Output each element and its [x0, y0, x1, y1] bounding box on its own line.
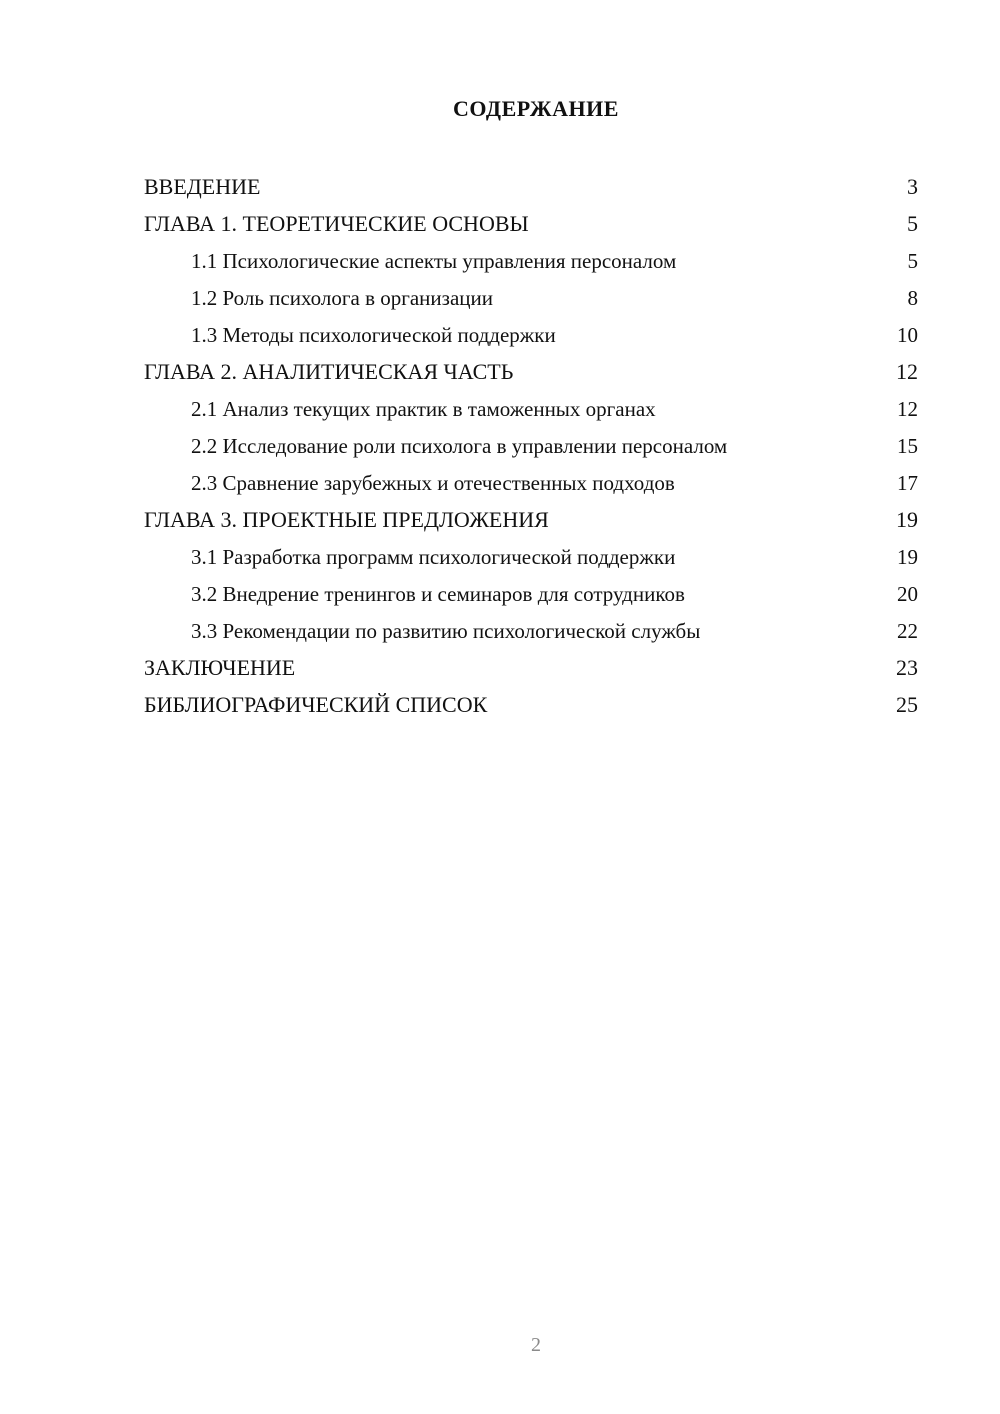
- toc-entry-label: ГЛАВА 3. ПРОЕКТНЫЕ ПРЕДЛОЖЕНИЯ: [144, 507, 549, 532]
- toc-entry-page: 5: [907, 249, 918, 273]
- toc-entry-page: 20: [897, 582, 918, 606]
- toc-entry-page: 17: [897, 471, 918, 495]
- toc-entry-label: ГЛАВА 2. АНАЛИТИЧЕСКАЯ ЧАСТЬ: [144, 359, 514, 384]
- toc-subentry: [144, 465, 918, 502]
- toc-entry-page: 22: [897, 619, 918, 643]
- toc-entry: [144, 206, 918, 243]
- toc-entry-page: 10: [897, 323, 918, 347]
- toc-entry-page: 12: [897, 397, 918, 421]
- toc-entry-label: ГЛАВА 1. ТЕОРЕТИЧЕСКИЕ ОСНОВЫ: [144, 211, 529, 236]
- toc-entry-label: БИБЛИОГРАФИЧЕСКИЙ СПИСОК: [144, 692, 488, 717]
- toc-subentry: [144, 539, 918, 576]
- toc-subentry: [144, 576, 918, 613]
- toc-entry-page: 12: [896, 359, 918, 384]
- toc-entry-label: 1.3 Методы психологической поддержки: [191, 323, 556, 347]
- toc-entry-label: 2.3 Сравнение зарубежных и отечественных подходов: [191, 471, 675, 495]
- toc-entry: [144, 502, 918, 539]
- toc-entry: [144, 650, 918, 687]
- toc-subentry: [144, 391, 918, 428]
- toc-entry-label: 1.1 Психологические аспекты управления персоналом: [191, 249, 677, 273]
- toc-entry-label: ВВЕДЕНИЕ: [144, 174, 261, 199]
- toc-entry-label: 2.2 Исследование роли психолога в управлении персоналом: [191, 434, 728, 458]
- toc-entry-page: 5: [907, 211, 918, 236]
- toc-entry-label: 2.1 Анализ текущих практик в таможенных органах: [191, 397, 656, 421]
- toc-entry-page: 8: [907, 286, 918, 310]
- toc-entry-label: 3.3 Рекомендации по развитию психологической службы: [191, 619, 701, 643]
- toc-entry-label: 3.1 Разработка программ психологической поддержки: [191, 545, 676, 569]
- table-of-contents: [144, 169, 918, 724]
- toc-title: СОДЕРЖАНИЕ: [453, 96, 619, 121]
- toc-entry: [144, 169, 918, 206]
- toc-subentry: [144, 613, 918, 650]
- toc-subentry: [144, 428, 918, 465]
- toc-entry-page: 15: [897, 434, 918, 458]
- toc-entry: [144, 354, 918, 391]
- toc-entry-label: 1.2 Роль психолога в организации: [191, 286, 493, 310]
- toc-entry: [144, 687, 918, 724]
- toc-subentry: [144, 280, 918, 317]
- toc-entry-page: 19: [896, 507, 918, 532]
- toc-subentry: [144, 317, 918, 354]
- page-number: 2: [531, 1334, 541, 1356]
- toc-entry-page: 25: [896, 692, 918, 717]
- toc-subentry: [144, 243, 918, 280]
- toc-entry-label: 3.2 Внедрение тренингов и семинаров для сотрудников: [191, 582, 685, 606]
- toc-entry-page: 23: [896, 655, 918, 680]
- toc-entry-page: 3: [907, 174, 918, 199]
- toc-entry-label: ЗАКЛЮЧЕНИЕ: [144, 655, 296, 680]
- toc-entry-page: 19: [897, 545, 918, 569]
